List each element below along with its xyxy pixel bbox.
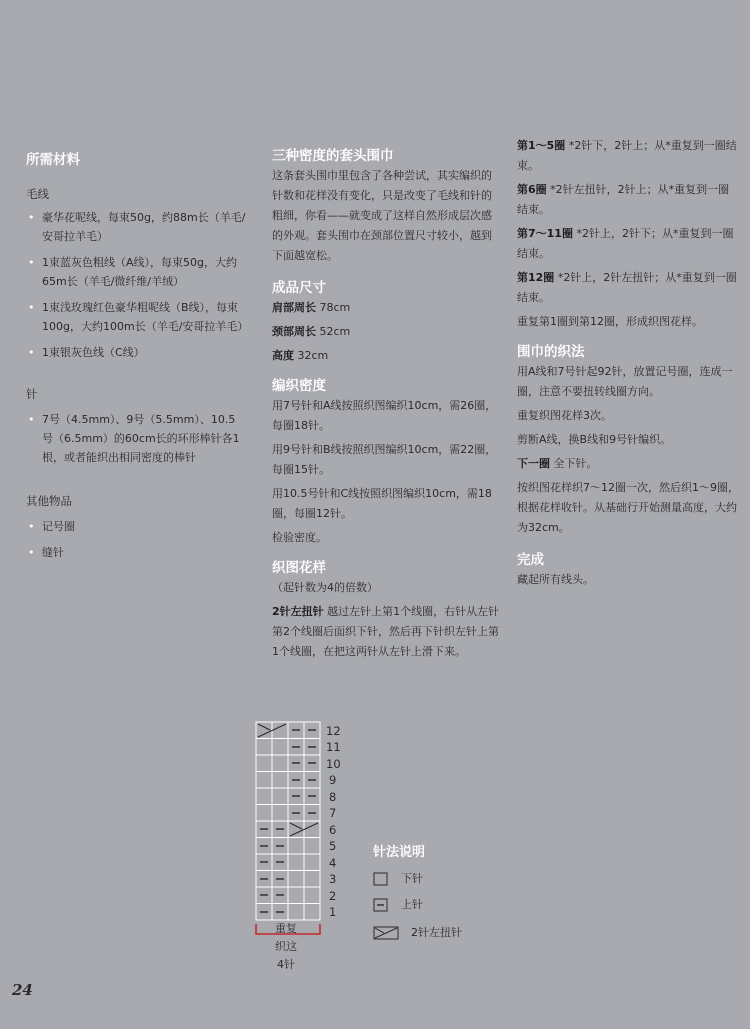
row-number: 10 [326,757,341,771]
round-text: *2针上，2针左扭针；从*重复到一圈结束。 [517,271,737,304]
scarf-title: 围巾的织法 [517,344,585,360]
other-list [26,517,246,562]
repeat-label [275,921,297,971]
legend-row-knit [373,869,462,889]
scarf-text: 重复织图花样3次。 [517,409,612,422]
gauge-text: 用9号针和B线按照织图编织10cm，需22圈，每圈15针。 [272,443,497,476]
size-label: 颈部周长 [272,325,316,338]
size-row [272,346,502,366]
list-item: • 1束银灰色线（C线） [26,343,246,362]
row-number: 8 [329,790,337,804]
round-label: 第1～5圈 [517,139,566,152]
twist-label: 2针左扭针 [272,605,324,618]
other-title: 其他物品 [26,494,72,508]
round-text: *2针左扭针，2针上；从*重复到一圈结束。 [517,183,730,216]
gauge-text: 检验密度。 [272,531,327,544]
size-value: 52cm [319,325,351,338]
finish-title: 完成 [517,552,544,568]
intro-text: 这条套头围巾里包含了各种尝试，其实编织的针数和花样没有变化，只是改变了毛线和针的粗细，你看——就变成了这样自然形成层次感的外观。套头围巾在颈部位置尺寸较小，越到下面越宽松。 [272,169,492,262]
round-line [517,180,739,220]
yarn-title: 毛线 [26,187,49,201]
row-numbers [326,724,341,919]
intro-title: 三种密度的套头围巾 [272,148,394,164]
next-text: 全下针。 [553,457,598,470]
row-number: 1 [329,905,337,919]
materials-title: 所需材料 [26,152,80,168]
list-item: • 缝针 [26,543,246,562]
round-line [517,136,739,176]
row-number: 9 [329,773,337,787]
row-number: 2 [329,889,337,903]
page-number: 24 [12,981,33,999]
legend-row-purl [373,895,462,915]
round-label: 第7～11圈 [517,227,573,240]
stitch-legend [373,843,462,943]
gauge-text: 用7号针和A线按照织图编织10cm，需26圈，每圈18针。 [272,399,497,432]
purl-symbol-icon [373,898,389,912]
round-text: *2针上，2针下；从*重复到一圈结束。 [517,227,734,260]
round-text: *2针下，2针上；从*重复到一圈结束。 [517,139,737,172]
next-label: 下一圈 [517,457,550,470]
size-value: 32cm [297,349,329,362]
needle-title: 针 [26,387,38,401]
row-number: 3 [329,872,337,886]
size-label: 高度 [272,349,294,362]
pattern-twist [272,602,502,662]
scarf-text: 剪断A线，换B线和9号针编织。 [517,433,672,446]
size-row [272,322,502,342]
row-number: 4 [329,856,337,870]
size-value: 78cm [319,301,351,314]
instructions-column [272,140,502,662]
list-item: • 1束浅玫瑰红色豪华粗呢线（B线），每束100g，大约100m长（羊毛/安哥拉羊毛） [26,298,246,336]
row-number: 12 [326,724,341,738]
scarf-next [517,454,739,474]
scarf-text: 按织图花样织7～12圈一次，然后织1～9圈，根据花样收针。从基础行开始测量高度，大约为32cm。 [517,481,739,534]
knitting-chart [250,720,370,980]
round-label: 第6圈 [517,183,547,196]
list-item: • 记号圈 [26,517,246,536]
repeat-label-line: 织这 [275,940,297,953]
needle-list [26,410,246,467]
round-line [517,268,739,308]
rounds-column [517,136,739,590]
row-number: 5 [329,839,337,853]
legend-row-twist [373,923,462,943]
legend-purl-label: 上针 [401,898,423,911]
round-label: 第12圈 [517,271,555,284]
round-repeat: 重复第1圈到第12圈，形成织图花样。 [517,315,703,328]
twist-text: 越过左针上第1个线圈，右针从左针第2个线圈后面织下针，然后再下针织左针上第1个线圈，在把这两针从左针上滑下来。 [272,605,500,658]
list-item: • 豪华花呢线，每束50g，约88m长（羊毛/安哥拉羊毛） [26,208,246,246]
legend-title: 针法说明 [373,845,426,860]
gauge-text: 用10.5号针和C线按照织图编织10cm，需18圈，每圈12针。 [272,487,492,520]
size-label: 肩部周长 [272,301,316,314]
yarn-list [26,208,249,362]
row-number: 7 [329,806,337,820]
chart-grid [256,722,320,920]
repeat-label-line: 4针 [277,958,295,971]
pattern-note: （起针数为4的倍数） [272,581,378,594]
size-title: 成品尺寸 [272,280,326,296]
size-row [272,298,502,318]
legend-twist-label: 2针左扭针 [411,926,462,939]
finish-text: 藏起所有线头。 [517,573,594,586]
list-item: • 7号（4.5mm）、9号（5.5mm）、10.5号（6.5mm）的60cm长的环形棒针各1根，或者能织出相同密度的棒针 [26,410,246,467]
pattern-title: 织图花样 [272,560,326,576]
round-line [517,224,739,264]
twist-symbol-icon [373,926,399,940]
row-number: 11 [326,740,341,754]
knit-symbol-icon [373,872,389,886]
materials-column [26,140,249,569]
repeat-label-line: 重复 [275,922,297,935]
legend-knit-label: 下针 [401,872,423,885]
list-item: • 1束蓝灰色粗线（A线），每束50g，大约65m长（羊毛/微纤维/羊绒） [26,253,246,291]
row-number: 6 [329,823,337,837]
gauge-title: 编织密度 [272,378,326,394]
scarf-text: 用A线和7号针起92针，放置记号圈，连成一圈，注意不要扭转线圈方向。 [517,365,733,398]
